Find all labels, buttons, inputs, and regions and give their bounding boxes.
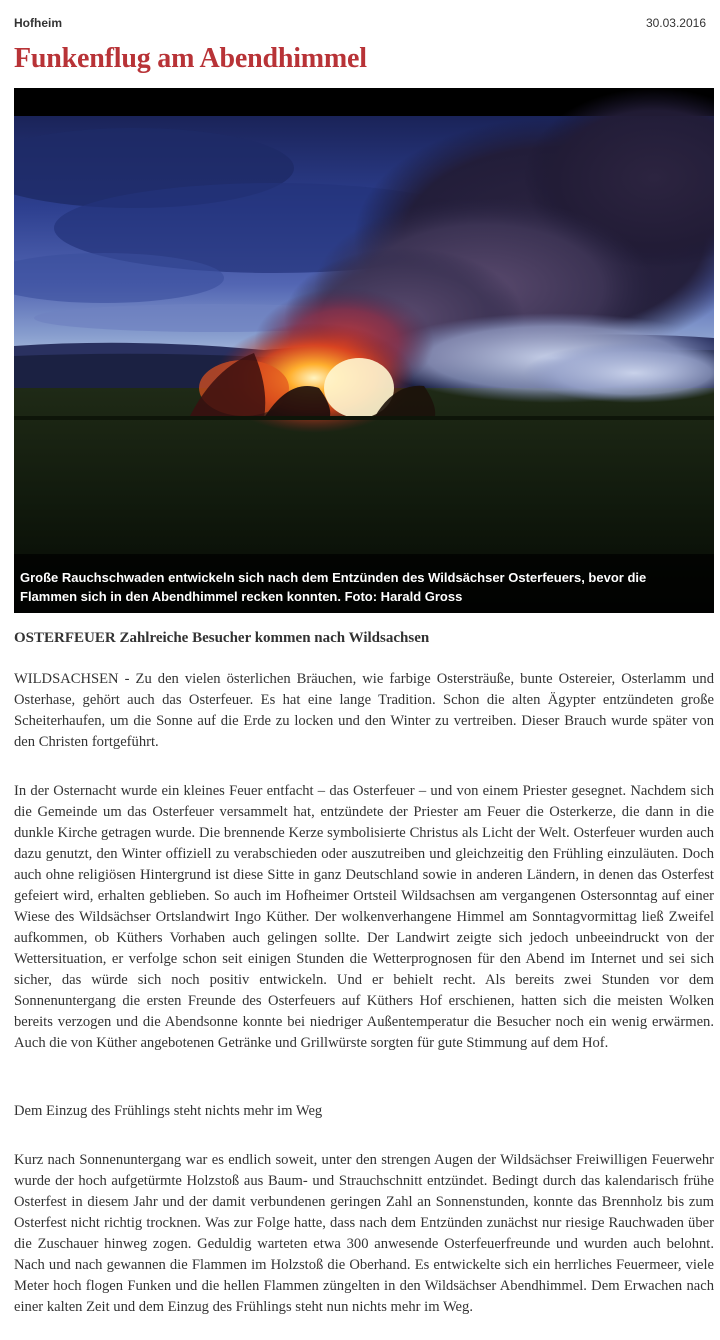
- article-subhead: OSTERFEUER Zahlreiche Besucher kommen nach Wildsachsen: [14, 630, 430, 646]
- article-paragraph-2: In der Osternacht wurde ein kleines Feuer entfacht – das Osterfeuer – und von einem Priester gesegnet. Nachdem sich die Gemeinde um das Osterfeuer versammelt hat, entzündete der Priester am Feuer die Osterkerze, die dann in die dunkle Kirche getragen wurde. Die brennende Kerze symbolisierte Christus als Licht der Welt. Osterfeuer wurden auch dazu genutzt, den Winter offiziell zu verabschieden oder auszutreiben und gleichzeitig den Frühling einzuläuten. Doch auch ohne religiösen Hintergrund ist diese Sitte in ganz Deutschland sowie in anderen Ländern, in denen das Osterfest gefeiert wird, erhalten geblieben. So auch im Hofheimer Ortsteil Wildsachsen am vergangenen Ostersonntag auf einer Wiese des Wildsächser Ortslandwirt Ingo Küther. Der wolkenverhangene Himmel am Sonntagvormittag ließ Zweifel aufkommen, ob Küthers Vorhaben auch gelingen sollte. Der Landwirt zeigte sich jedoch unbeeindruckt von der Wettersituation, er verfolge schon seit einigen Stunden die Wetterprognosen für den Abend im Internet und sei sich sicher, das würde sich noch positiv entwickeln. Und er behielt recht. Als bereits zwei Stunden vor dem Sonnenuntergang die ersten Freunde des Osterfeuers auf Küthers Hof erschienen, hatten sich die meisten Wolken bereits verzogen und die Abendsonne konnte bei niedriger Außentemperatur die Besucher noch ein wenig erwärmen. Auch die von Küther angebotenen Getränke und Grillwürste sorgten für gute Stimmung auf dem Hof.: [14, 783, 714, 1051]
- article-location: Hofheim: [14, 16, 62, 30]
- article-photo: [14, 88, 714, 613]
- article-headline: Funkenflug am Abendhimmel: [14, 43, 367, 74]
- article-paragraph-1: WILDSACHSEN - Zu den vielen österlichen Bräuchen, wie farbige Ostersträuße, bunte Ostereier, Osterlamm und Osterhase, gehört auch das Osterfeuer. Es hat eine lange Tradition. Schon die alten Ägypter entzündeten große Scheiterhaufen, um die Sonne auf die Erde zu locken und den Winter zu vertreiben. Dieser Brauch wurde später von den Christen fortgeführt.: [14, 671, 714, 750]
- article-paragraph-3: Kurz nach Sonnenuntergang war es endlich soweit, unter den strengen Augen der Wildsächser Freiwilligen Feuerwehr wurde der hoch aufgetürmte Holzstoß aus Baum- und Strauchschnitt entzündet. Bedingt durch das kalendarisch frühe Osterfest in diesem Jahr und der damit verbundenen geringen Zahl an Sonnenstunden, konnte das Brennholz bis zum Osterfest nicht richtig trocknen. Was zur Folge hatte, dass nach dem Entzünden zunächst nur riesige Rauchwaden über die Zuschauer hinweg zogen. Geduldig warteten etwa 300 anwesende Osterfeuerfreunde und wurden auch belohnt. Nach und nach gewannen die Flammen im Holzstoß die Oberhand. Es entwickelte sich ein herrliches Feuermeer, viele Meter hoch flogen Funken und die hellen Flammen züngelten in den Wildsächser Abendhimmel. Dem Erwachen nach einer kalten Zeit und dem Einzug des Frühlings steht nun nichts mehr im Weg.: [14, 1152, 714, 1315]
- article-intertitle: Dem Einzug des Frühlings steht nichts mehr im Weg: [14, 1103, 323, 1119]
- osterfeuer-photo: [14, 88, 714, 613]
- article-meta: [14, 14, 706, 34]
- photo-caption: Große Rauchschwaden entwickeln sich nach dem Entzünden des Wildsächser Osterfeuers, bevor die Flammen sich in den Abendhimmel recken konnten. Foto: Harald Gross: [20, 570, 647, 604]
- article-date: 30.03.2016: [645, 16, 706, 30]
